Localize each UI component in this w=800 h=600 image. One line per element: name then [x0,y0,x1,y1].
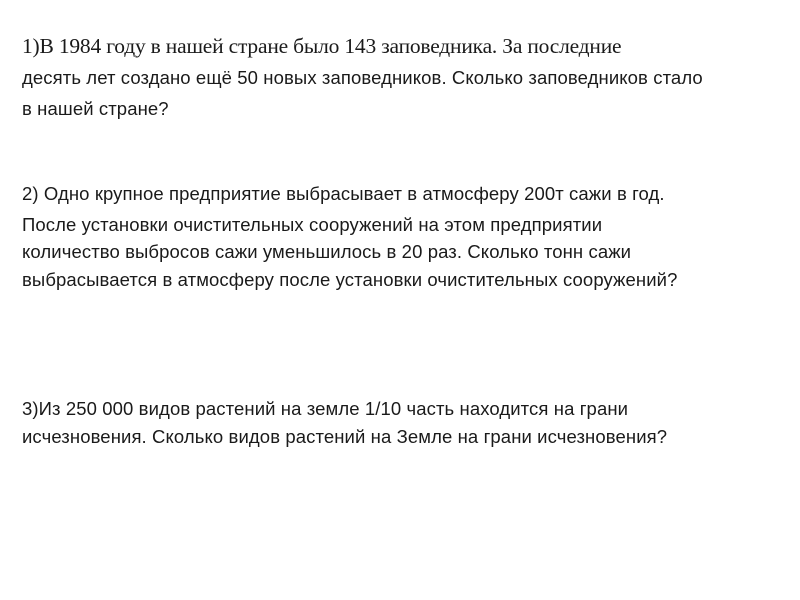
problem-1-line-1: 1)В 1984 году в нашей стране было 143 заповедника. За последние [22,34,622,58]
problem-2-line-3: количество выбросов сажи уменьшилось в 20 раз. Сколько тонн сажи [22,241,632,262]
problem-2-line-1: 2) Одно крупное предприятие выбрасывает в атмосферу 200т сажи в год. [22,183,665,204]
problem-3-line-2: исчезновения. Сколько видов растений на Земле на грани исчезновения? [22,426,668,447]
problem-1-line-3: в нашей стране? [22,98,169,119]
problem-3-line-1: 3)Из 250 000 видов растений на земле 1/10 часть находится на грани [22,398,629,419]
problem-2-line-4: выбрасывается в атмосферу после установки очистительных сооружений? [22,269,678,290]
problem-2-line-2: После установки очистительных сооружений на этом предприятии [22,214,603,235]
problem-1-line-2: десять лет создано ещё 50 новых заповедников. Сколько заповедников стало [22,67,703,88]
